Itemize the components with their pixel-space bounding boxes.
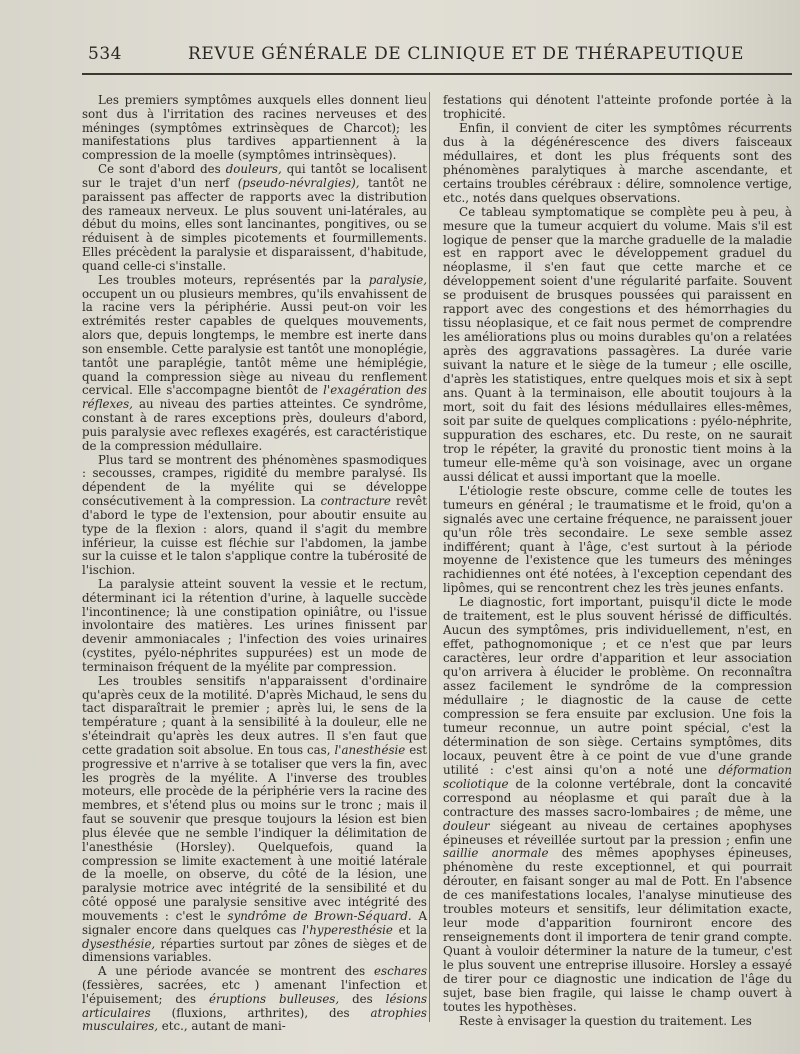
text-run: au niveau des parties atteintes. Ce syndrôme, constant à de rares exceptions près, douleurs d'abord, puis paralysie avec reflexes exagérés, est caractéristique de la compression médullaire. bbox=[82, 397, 427, 453]
text-run: siégeant au niveau de certaines apophyses épineuses et réveillée surtout par la pression ; enfin une bbox=[443, 818, 792, 847]
text-run: Les troubles sensitifs n'apparaissent d'ordinaire qu'après ceux de la motilité. D'après Michaud, le sens du tact disparaîtrait le premier ; après lui, le sens de la température ; quant à la sensibilité à la douleur, elle ne s'éteindrait qu'après les deux autres. Il s'en faut que cette gradation soit absolue. En tous cas, bbox=[82, 673, 427, 757]
text-run: Les troubles moteurs, représentés par la bbox=[98, 272, 369, 287]
text-run: de la colonne vertébrale, dont la concavité correspond au néoplasme et qui paraît due à la contracture des masses sacro-lombaires ; de même, une bbox=[443, 776, 792, 819]
italic-term-pseudo-nevralgies: (pseudo-névralgies), bbox=[237, 175, 360, 190]
text-run: A une période avancée se montrent des bbox=[98, 964, 375, 979]
left-column bbox=[82, 94, 427, 1034]
header-rule bbox=[82, 73, 792, 75]
italic-term-douleur: douleur bbox=[443, 818, 490, 833]
italic-term-exageration-reflexes: l'exagération des réflexes, bbox=[82, 383, 427, 412]
paragraph-etiologie: L'étiologie reste obscure, comme celle de toutes les tumeurs en général ; le traumatisme et le froid, qu'on a signalés avec une certaine fréquence, ne paraissent jouer qu'un rôle très secondaire. Le sexe semble assez indifférent; quant à l'âge, c'est surtout à la période moyenne de l'existence que les tumeurs des méninges rachidiennes ont été notées, à l'exception cependant des lipômes, qui se rencontrent chez les très jeunes enfants. bbox=[443, 483, 792, 596]
text-run: est progressive et n'arrive à se totaliser que vers la fin, avec les progrès de la myélite. A l'inverse des troubles moteurs, elle procède de la périphérie vers la racine des membres, et s'étend plus ou moins sur le tronc ; mais il faut se souvenir que presque toujours la lésion est bien plus élevée que ne semble l'indiquer la délimitation de l'anesthésie (Horsley). Quelquefois, quand la compression se limite exactement à une moitié latérale de la moelle, on observe, du côté de la lésion, une paralysie motrice avec intégrité de la sensibilité et du côté opposé une paralysie sensitive avec intégrité des mouvements : c'est le bbox=[82, 742, 428, 923]
italic-term-eschares: eschares bbox=[374, 964, 427, 979]
paragraph-traitement: Reste à envisager la question du traitement. Les bbox=[459, 1013, 752, 1028]
italic-term-saillie-anormale: saillie anormale bbox=[443, 846, 549, 861]
text-run: A signaler encore dans quelques cas bbox=[82, 908, 427, 937]
italic-term-lesions-articulaires: lésions articulaires bbox=[82, 991, 428, 1020]
italic-term-eruptions-bulleuses: éruptions bulleuses, bbox=[208, 991, 340, 1006]
italic-term-deformation-scoliotique: déformation scoliotique bbox=[443, 762, 792, 791]
text-run: tantôt ne paraissent pas affecter de rapports avec la distribution des rameaux nerveux. Le plus souvent uni-latérales, au début du moins, elles sont lancinantes, pongitives, ou se réduisent à de simples picotements et fourmillements. Elles précèdent la paralysie et disparaissent, d'habitude, quand celle-ci s'installe. bbox=[82, 175, 427, 273]
text-run: des mêmes apophyses épineuses, phénomène du reste exceptionnel, et qui pourrait dérouter, en faisant songer au mal de Pott. En l'absence de ces manifestations locales, l'analyse minutieuse des troubles moteurs et sensitifs, leur délimitation exacte, leur mode d'apparition fourniront encore des renseignements dont il importera de tenir grand compte. Quant à vouloir déterminer la nature de la tumeur, c'est le plus souvent une entreprise illusoire. Horsley a essayé de tirer pour ce diagnostic une indication de l'âge du sujet, base bien fragile, qui laisse le champ ouvert à toutes les hypothèses. bbox=[443, 846, 792, 1014]
text-run: (fessières, sacrées, etc ) amenant l'infection et l'épuisement; des bbox=[82, 978, 427, 1006]
paragraph-douleurs bbox=[82, 163, 427, 274]
paragraph-continuation: festations qui dénotent l'atteinte profonde portée à la trophicité. bbox=[443, 93, 792, 121]
text-run: revêt d'abord le type de l'extension, pour aboutir ensuite au type de la flexion : alors, quand il s'agit du membre inférieur, la cuisse est fléchie sur l'abdomen, la jambe sur la cuisse et le talon s'applique contre la tubérosité de l'ischion. bbox=[82, 494, 427, 578]
italic-term-paralysie: paralysie, bbox=[368, 272, 427, 287]
paragraph-phenomenes-spasmodiques bbox=[82, 454, 427, 578]
running-head-title: REVUE GÉNÉRALE DE CLINIQUE ET DE THÉRAPEUTIQUE bbox=[188, 44, 744, 64]
italic-term-hyperesthesie: l'hyperesthésie bbox=[302, 922, 393, 937]
italic-term-brown-sequard: syndrôme de Brown-Séquard. bbox=[227, 908, 412, 923]
paragraph-troubles-moteurs bbox=[82, 274, 427, 454]
text-run: réparties surtout par zônes de sièges et de dimensions variables. bbox=[82, 936, 427, 965]
column-divider bbox=[429, 92, 430, 1022]
right-column bbox=[443, 94, 792, 1029]
text-run: etc., autant de mani- bbox=[158, 1019, 286, 1034]
italic-term-atrophies-musculaires: atrophies musculaires, bbox=[82, 1005, 427, 1034]
paragraph-tableau-symptomatique: Ce tableau symptomatique se complète peu à peu, à mesure que la tumeur acquiert du volume. Mais s'il est logique de penser que la marche graduelle de la maladie est en rapport avec le développement graduel du néoplasme, il s'en faut que cette marche et ce développement soient d'une régularité parfaite. Souvent se produisent de brusques poussées qui paraissent en rapport avec des congestions et des hémorrhagies du tissu néoplasique, et ce fait nous permet de comprendre les améliorations plus ou moins durables qu'on a relatées après des aggravations passagères. La durée varie suivant la nature et le siège de la tumeur ; elle oscille, d'après les statistiques, entre quelques mois et six à sept ans. Quant à la terminaison, elle aboutit toujours à la mort, soit du fait des lésions médullaires elles-mêmes, soit par suite de quelques complications : pyélo-néphrite, suppuration des eschares, etc. Du reste, on ne saurait trop le répéter, la gravité du pronostic tient moins à la tumeur elle-même qu'à son voisinage, avec un organe aussi délicat et aussi important que la moelle. bbox=[443, 204, 792, 484]
italic-term-douleurs: douleurs, bbox=[225, 162, 282, 177]
text-run: Ce sont d'abord des bbox=[98, 162, 226, 177]
text-run: Le diagnostic, fort important, puisqu'il dicte le mode de traitement, est le plus souvent hérissé de difficultés. Aucun des symptômes, pris individuellement, n'est, en effet, pathognomonique ; et ce n'est que par leurs caractères, leur ordre d'apparition et leur association qu'on arrivera à élucider le problème. On reconnaîtra assez facilement le syndrôme de la compression médullaire ; le diagnostic de la cause de cette compression se fera ensuite par exclusion. Une fois la tumeur reconnue, un autre point spécial, c'est la détermination de son siège. Certains symptômes, dits locaux, peuvent être à ce point de vue d'une grande utilité : c'est ainsi qu'on a noté une bbox=[443, 595, 792, 777]
text-run: qui tantôt se localisent sur le trajet d'un nerf bbox=[82, 162, 427, 190]
paragraph-troubles-sensitifs bbox=[82, 675, 427, 965]
paragraph-symptomes-recurrents: Enfin, il convient de citer les symptômes récurrents dus à la dégénérescence des divers faisceaux médullaires, et dont les plus fréquents sont des phénomènes paralytiques à marche ascendante, et certains troubles cérébraux : délire, somnolence vertige, etc., notés dans quelques observations. bbox=[443, 120, 792, 205]
text-run: (fluxions, arthrites), des bbox=[150, 1005, 371, 1020]
text-run: Plus tard se montrent des phénomènes spasmodiques : secousses, crampes, rigidité du membre paralysé. Ils dépendent de la myélite qui se développe consécutivement à la compression. La bbox=[82, 452, 427, 509]
italic-term-anesthesie: l'anesthésie bbox=[334, 742, 406, 757]
page-number: 534 bbox=[88, 44, 122, 64]
paragraph-premiers-symptomes: Les premiers symptômes auxquels elles donnent lieu sont dus à l'irritation des racines nerveuses et des méninges (symptômes extrinsèques de Charcot); les manifestations plus tardives appartiennent à la compression de la moelle (symptômes intrinsèques). bbox=[82, 93, 427, 163]
paragraph-diagnostic bbox=[443, 596, 792, 1015]
text-run: et la bbox=[392, 922, 427, 937]
italic-term-contracture: contracture bbox=[320, 494, 391, 509]
italic-term-dysesthesie: dysesthésie, bbox=[82, 936, 156, 951]
paragraph-vessie-rectum: La paralysie atteint souvent la vessie et le rectum, déterminant ici la rétention d'urine, à laquelle succède l'incontinence; là une constipation opiniâtre, ou l'issue involontaire des matières. Les urines finissent par devenir ammoniacales ; l'infection des voies urinaires (cystites, pyélo-néphrites suppurées) est un mode de terminaison fréquent de la myélite par compression. bbox=[82, 576, 427, 674]
text-run: occupent un ou plusieurs membres, qu'ils envahissent de la racine vers la périphérie. Aussi peut-on voir les extrémités rester capables de quelques mouvements, alors que, depuis longtemps, le membre est inerte dans son ensemble. Cette paralysie est tantôt une monoplégie, tantôt une paraplégie, tantôt même une hémiplégie, quand la compression siège au niveau du renflement cervical. Elle s'accompagne bientôt de bbox=[82, 286, 427, 398]
paragraph-periode-avancee bbox=[82, 965, 427, 1034]
text-run: des bbox=[339, 991, 386, 1006]
